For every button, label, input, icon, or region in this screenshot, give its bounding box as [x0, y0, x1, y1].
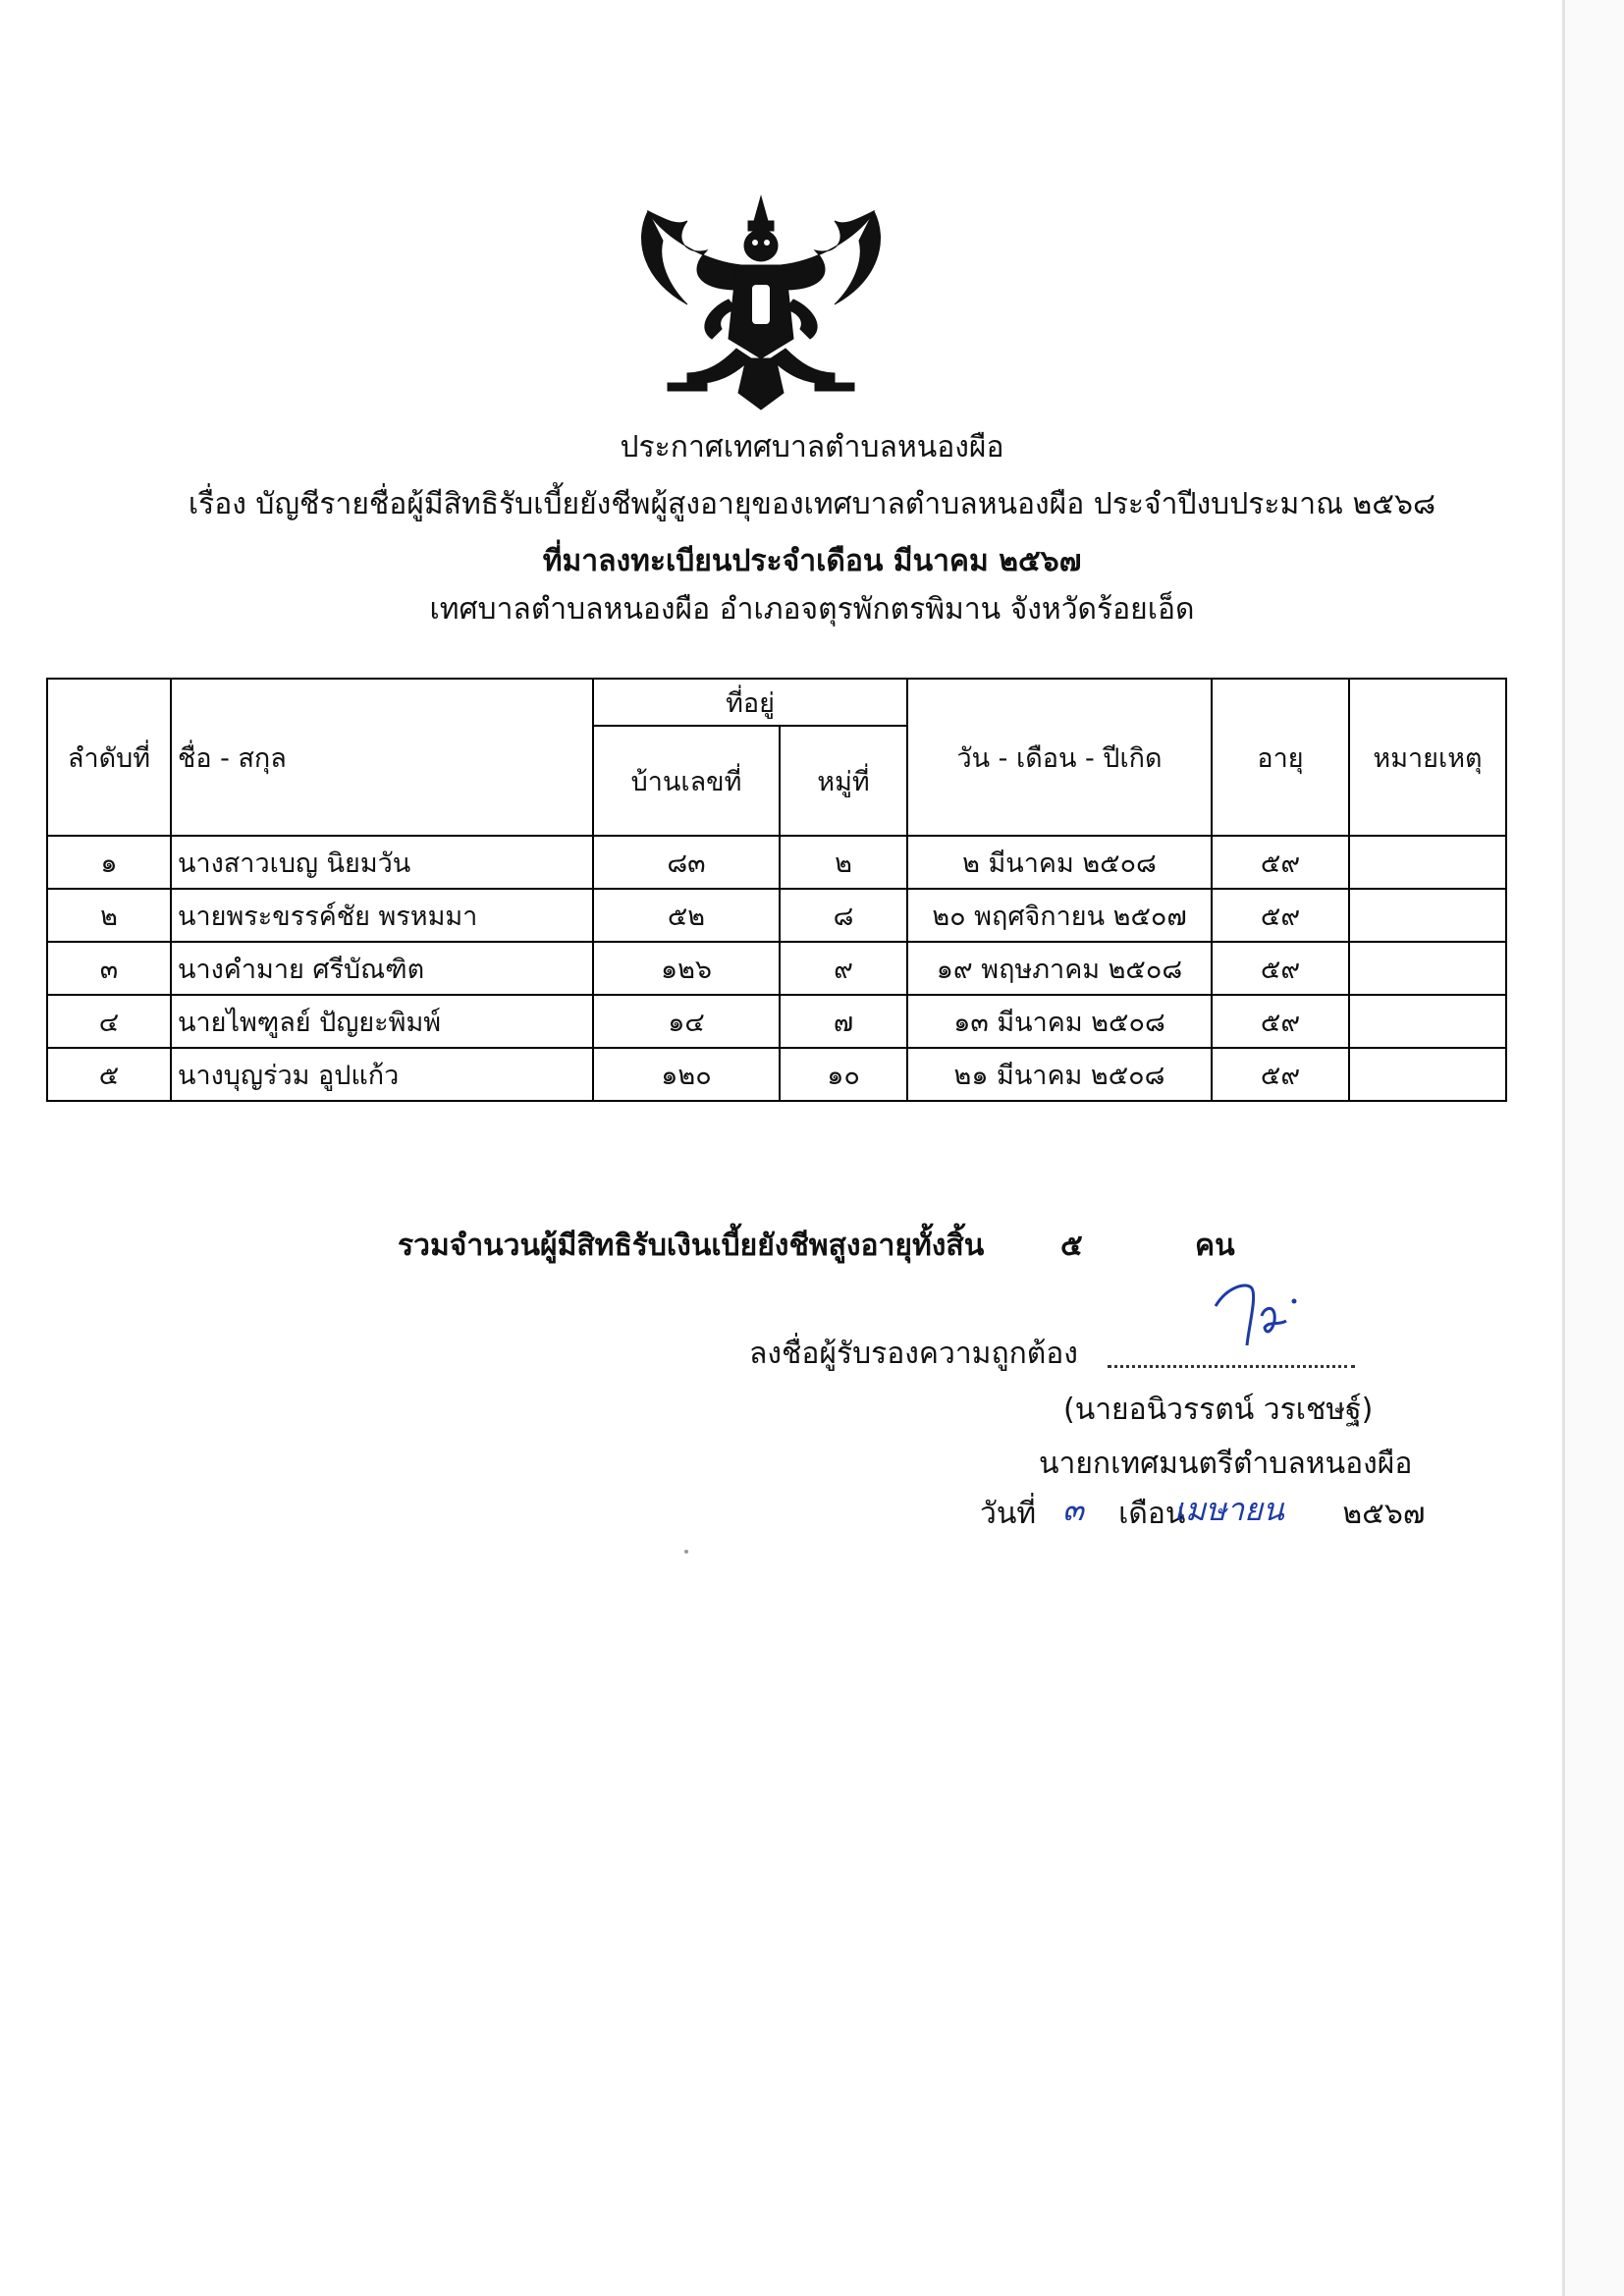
col-header-name: ชื่อ - สกุล — [171, 679, 593, 836]
handwritten-signature — [1208, 1277, 1316, 1355]
cell-age: ๕๙ — [1212, 995, 1349, 1048]
page-edge — [1562, 0, 1624, 2296]
cell-village: ๒ — [780, 836, 907, 889]
cell-village: ๑๐ — [780, 1048, 907, 1101]
date-month-label: เดือน — [1118, 1497, 1186, 1531]
cell-age: ๕๙ — [1212, 942, 1349, 995]
date-day-label: วันที่ — [980, 1497, 1037, 1531]
total-unit: คน — [1195, 1229, 1235, 1263]
cell-name: นางคำมาย ศรีบัณฑิต — [171, 942, 593, 995]
cell-house-no: ๕๒ — [593, 889, 780, 942]
table-row — [47, 942, 1506, 995]
cell-order: ๓ — [47, 942, 171, 995]
cell-order: ๔ — [47, 995, 171, 1048]
cell-order: ๕ — [47, 1048, 171, 1101]
cell-order: ๑ — [47, 836, 171, 889]
stray-mark — [684, 1550, 688, 1554]
signature-line — [1108, 1365, 1355, 1368]
col-header-order: ลำดับที่ — [47, 679, 171, 836]
table-row — [47, 1048, 1506, 1101]
header-line-1: ประกาศเทศบาลตำบลหนองผือ — [620, 430, 1004, 465]
header-registration-month: ที่มาลงทะเบียนประจำเดือน มีนาคม ๒๕๖๗ — [542, 544, 1082, 578]
col-header-age: อายุ — [1212, 679, 1349, 836]
cell-note — [1349, 942, 1506, 995]
cell-birth: ๒๐ พฤศจิกายน ๒๕๐๗ — [907, 889, 1212, 942]
cell-name: นายพระขรรค์ชัย พรหมมา — [171, 889, 593, 942]
total-label: รวมจำนวนผู้มีสิทธิรับเงินเบี้ยยังชีพสูงอายุทั้งสิ้น — [398, 1229, 985, 1263]
beneficiary-table — [46, 678, 1507, 1102]
col-header-birth: วัน - เดือน - ปีเกิด — [907, 679, 1212, 836]
cell-house-no: ๑๒๖ — [593, 942, 780, 995]
cell-order: ๒ — [47, 889, 171, 942]
signer-name: (นายอนิวรรตน์ วรเชษฐ์) — [1063, 1393, 1374, 1427]
handwritten-day: ๓ — [1062, 1491, 1084, 1528]
certification-label: ลงชื่อผู้รับรองความถูกต้อง — [749, 1337, 1078, 1371]
col-header-address: ที่อยู่ — [593, 679, 907, 726]
cell-name: นางบุญร่วม อูปแก้ว — [171, 1048, 593, 1101]
cell-village: ๗ — [780, 995, 907, 1048]
handwritten-month: เมษายน — [1174, 1491, 1284, 1528]
date-year: ๒๕๖๗ — [1342, 1497, 1426, 1531]
cell-note — [1349, 836, 1506, 889]
cell-birth: ๒ มีนาคม ๒๕๐๘ — [907, 836, 1212, 889]
header-location: เทศบาลตำบลหนองผือ อำเภอจตุรพักตรพิมาน จังหวัดร้อยเอ็ด — [429, 592, 1195, 627]
cell-note — [1349, 1048, 1506, 1101]
cell-age: ๕๙ — [1212, 836, 1349, 889]
cell-house-no: ๑๔ — [593, 995, 780, 1048]
table-row — [47, 836, 1506, 889]
header-subject: เรื่อง บัญชีรายชื่อผู้มีสิทธิรับเบี้ยยังชีพผู้สูงอายุของเทศบาลตำบลหนองผือ ประจำปีงบประมาณ ๒๕๖๘ — [188, 487, 1436, 521]
col-header-house-no: บ้านเลขที่ — [593, 726, 780, 836]
cell-birth: ๑๙ พฤษภาคม ๒๕๐๘ — [907, 942, 1212, 995]
signer-position: นายกเทศมนตรีตำบลหนองผือ — [1039, 1447, 1413, 1481]
cell-house-no: ๑๒๐ — [593, 1048, 780, 1101]
cell-age: ๕๙ — [1212, 1048, 1349, 1101]
total-count: ๕ — [1060, 1229, 1083, 1263]
table-row — [47, 889, 1506, 942]
col-header-village: หมู่ที่ — [780, 726, 907, 836]
cell-note — [1349, 995, 1506, 1048]
cell-village: ๙ — [780, 942, 907, 995]
cell-birth: ๑๓ มีนาคม ๒๕๐๘ — [907, 995, 1212, 1048]
cell-village: ๘ — [780, 889, 907, 942]
garuda-emblem-icon — [628, 191, 893, 412]
cell-name: นางสาวเบญ นิยมวัน — [171, 836, 593, 889]
cell-note — [1349, 889, 1506, 942]
cell-name: นายไพฑูลย์ ปัญยะพิมพ์ — [171, 995, 593, 1048]
table-row — [47, 995, 1506, 1048]
cell-house-no: ๘๓ — [593, 836, 780, 889]
col-header-note: หมายเหตุ — [1349, 679, 1506, 836]
cell-age: ๕๙ — [1212, 889, 1349, 942]
cell-birth: ๒๑ มีนาคม ๒๕๐๘ — [907, 1048, 1212, 1101]
